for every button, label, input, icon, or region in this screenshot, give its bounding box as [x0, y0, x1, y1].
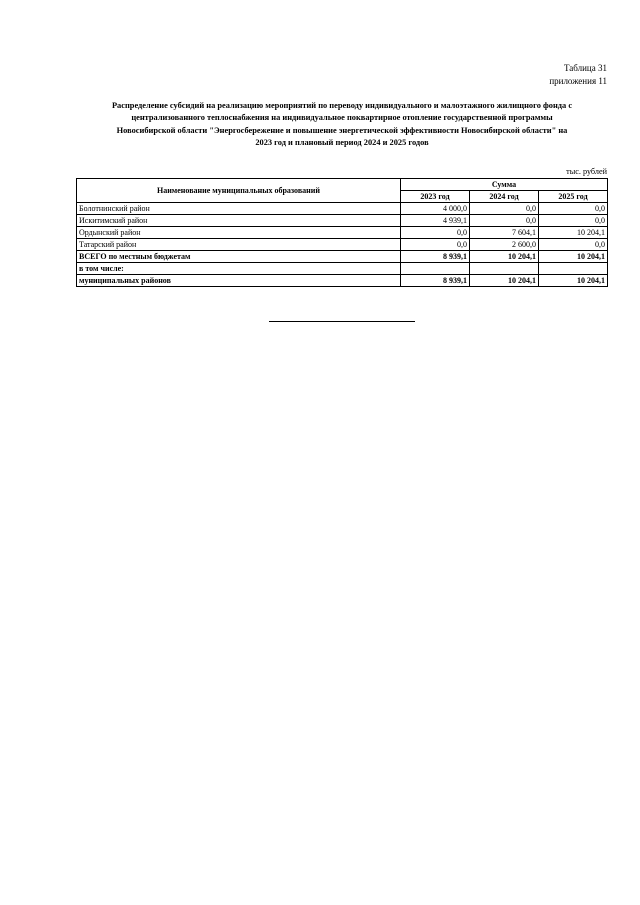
title-line-3: Новосибирской области "Энергосбережение и повышение энергетической эффективности Новосибирской области" на	[116, 125, 568, 135]
district-total-row	[77, 275, 608, 287]
value-2025: 0,0	[539, 215, 608, 227]
value-2023: 4 000,0	[401, 203, 470, 215]
table-reference	[549, 62, 607, 88]
value-2025: 10 204,1	[539, 251, 608, 263]
table-row	[77, 203, 608, 215]
value-2025: 10 204,1	[539, 227, 608, 239]
subheading-row	[77, 263, 608, 275]
title-line-1: Распределение субсидий на реализацию мероприятий по переводу индивидуального и малоэтажного жилищного фонда с	[111, 101, 573, 110]
total-row	[77, 251, 608, 263]
value-2024	[470, 263, 539, 275]
value-2024: 10 204,1	[470, 275, 539, 287]
table-row	[77, 215, 608, 227]
table-row	[77, 239, 608, 251]
document-title	[76, 100, 608, 150]
value-2023: 4 939,1	[401, 215, 470, 227]
row-name: муниципальных районов	[77, 275, 401, 287]
value-2024: 0,0	[470, 203, 539, 215]
value-2023	[401, 263, 470, 275]
row-name: Татарский район	[77, 239, 401, 251]
value-2025	[539, 263, 608, 275]
value-2024: 10 204,1	[470, 251, 539, 263]
value-2023: 0,0	[401, 239, 470, 251]
value-2024: 0,0	[470, 215, 539, 227]
value-2023: 8 939,1	[401, 275, 470, 287]
row-name: ВСЕГО по местным бюджетам	[77, 251, 401, 263]
units-label: тыс. рублей	[566, 167, 607, 176]
value-2024: 2 600,0	[470, 239, 539, 251]
table-number: Таблица 31	[564, 63, 607, 73]
subsidy-table	[76, 178, 608, 287]
value-2024: 7 604,1	[470, 227, 539, 239]
title-line-4: 2023 год и плановый период 2024 и 2025 годов	[255, 138, 429, 148]
header-year-2025: 2025 год	[539, 191, 608, 203]
title-line-2: централизованного теплоснабжения на индивидуальное поквартирное отопление государственной программы	[131, 113, 553, 123]
end-divider	[269, 321, 415, 322]
table-row	[77, 227, 608, 239]
value-2025: 0,0	[539, 203, 608, 215]
row-name: Болотнинский район	[77, 203, 401, 215]
header-municipality: Наименование муниципальных образований	[77, 179, 401, 203]
row-name: в том числе:	[77, 263, 401, 275]
row-name: Искитимский район	[77, 215, 401, 227]
value-2023: 8 939,1	[401, 251, 470, 263]
appendix-number: приложения 11	[549, 76, 607, 86]
header-year-2024: 2024 год	[470, 191, 539, 203]
value-2023: 0,0	[401, 227, 470, 239]
value-2025: 10 204,1	[539, 275, 608, 287]
header-year-2023: 2023 год	[401, 191, 470, 203]
header-sum: Сумма	[401, 179, 608, 191]
row-name: Ордынский район	[77, 227, 401, 239]
value-2025: 0,0	[539, 239, 608, 251]
